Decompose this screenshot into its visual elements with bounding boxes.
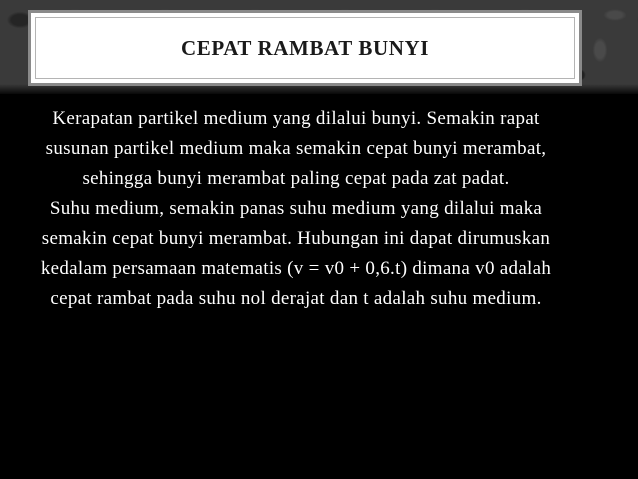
title-box (28, 10, 582, 86)
slide-body (22, 104, 570, 314)
paragraph-density: Kerapatan partikel medium yang dilalui bunyi. Semakin rapat susunan partikel medium maka semakin cepat bunyi merambat, sehingga bunyi merambat paling cepat pada zat padat. (45, 108, 547, 189)
slide-title: CEPAT RAMBAT BUNYI (180, 35, 430, 60)
paragraph-temperature: Suhu medium, semakin panas suhu medium yang dilalui maka semakin cepat bunyi merambat. Hubungan ini dapat dirumuskan kedalam persamaan matematis (v = v0 + 0,6.t) dimana v0 adalah cepat rambat pada suhu nol derajat dan t adalah suhu medium. (40, 198, 552, 309)
